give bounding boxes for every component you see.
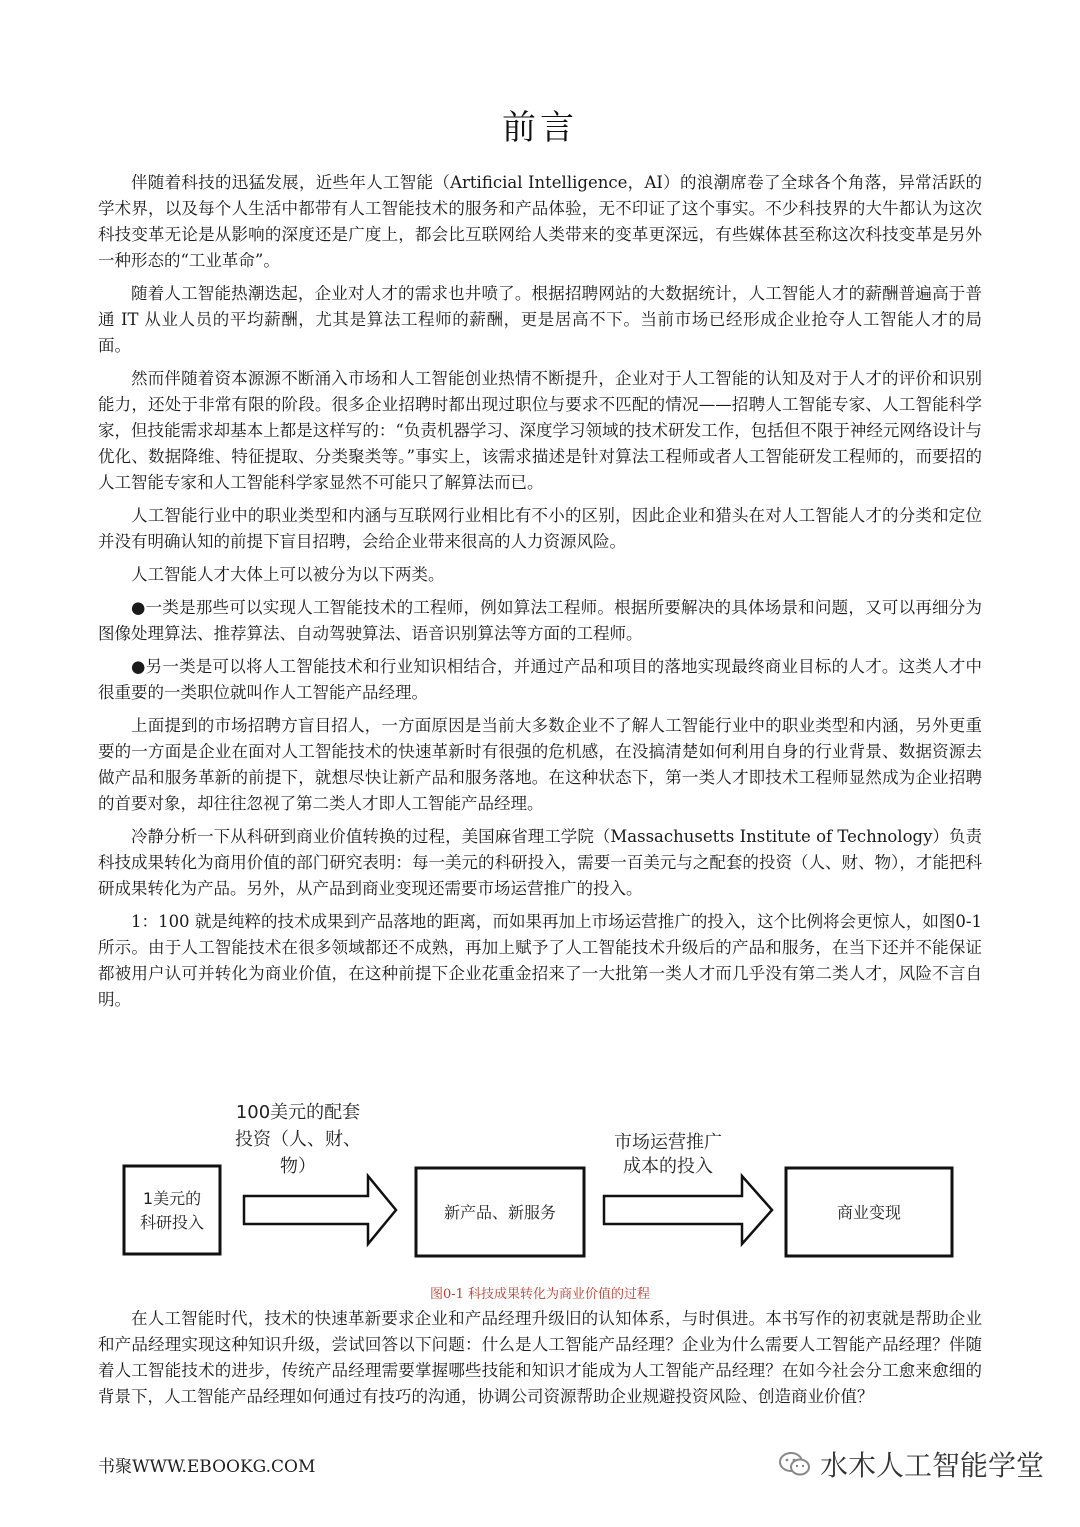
arrow-right-icon bbox=[244, 1176, 396, 1244]
paragraph: 随着人工智能热潮迭起，企业对人才的需求也井喷了。根据招聘网站的大数据统计，人工智能人才的薪酬普遍高于普通 IT 从业人员的平均薪酬，尤其是算法工程师的薪酬，更是居高不下。当前市场已经形成企业抢夺人工智能人才的局面。 bbox=[98, 284, 982, 355]
source-footer: 书聚WWW.EBOOKG.COM bbox=[98, 1457, 316, 1477]
watermark bbox=[778, 1444, 1044, 1484]
paragraph: 在人工智能时代，技术的快速革新要求企业和产品经理升级旧的认知体系，与时俱进。本书写作的初衷就是帮助企业和产品经理实现这种知识升级，尝试回答以下问题：什么是人工智能产品经理？企业为什么需要人工智能产品经理？伴随着人工智能技术的进步，传统产品经理需要掌握哪些技能和知识才能成为人工智能产品经理？在如今社会分工愈来愈细的背景下，人工智能产品经理如何通过有技巧的沟通，协调公司资源帮助企业规避投资风险、创造商业价值？ bbox=[98, 1309, 982, 1406]
body-text bbox=[98, 170, 982, 1020]
paragraph: 然而伴随着资本源源不断涌入市场和人工智能创业热情不断提升，企业对于人工智能的认知及对于人才的评价和识别能力，还处于非常有限的阶段。很多企业招聘时都出现过职位与要求不匹配的情况——招聘人工智能专家、人工智能科学家，但技能需求却基本上都是这样写的：“负责机器学习、深度学习领域的技术研发工作，包括但不限于神经元网络设计与优化、数据降维、特征提取、分类聚类等。”事实上，该需求描述是针对算法工程师或者人工智能研发工程师的，而要招的人工智能专家和人工智能科学家显然不可能只了解算法而已。 bbox=[98, 369, 982, 492]
box2-label: 新产品、新服务 bbox=[443, 1203, 557, 1222]
bullet-paragraph: ●一类是那些可以实现人工智能技术的工程师，例如算法工程师。根据所要解决的具体场景和问题，又可以再细分为图像处理算法、推荐算法、自动驾驶算法、语音识别算法等方面的工程师。 bbox=[98, 598, 982, 643]
paragraph: 伴随着科技的迅猛发展，近些年人工智能（Artificial Intelligence，AI）的浪潮席卷了全球各个角落，异常活跃的学术界，以及每个人生活中都带有人工智能技术的服务和产品体验，无不印证了这个事实。不少科技界的大牛都认为这次科技变革无论是从影响的深度还是广度上，都会比互联网给人类带来的变革更深远，有些媒体甚至称这次科技变革是另外一种形态的“工业革命”。 bbox=[98, 173, 982, 270]
arrow1-line3: 物） bbox=[280, 1156, 316, 1177]
arrow2-line1: 市场运营推广 bbox=[614, 1132, 722, 1153]
arrow2-line2: 成本的投入 bbox=[623, 1156, 713, 1177]
box3-label: 商业变现 bbox=[836, 1203, 902, 1222]
page-title: 前言 bbox=[502, 108, 578, 148]
paragraph: 上面提到的市场招聘方盲目招人，一方面原因是当前大多数企业不了解人工智能行业中的职业类型和内涵，另外更重要的一方面是企业在面对人工智能技术的快速革新时有很强的危机感，在没搞清楚如何利用自身的行业背景、数据资源去做产品和服务革新的前提下，就想尽快让新产品和服务落地。在这种状态下，第一类人才即技术工程师显然成为企业招聘的首要对象，却往往忽视了第二类人才即人工智能产品经理。 bbox=[98, 716, 982, 813]
bullet-paragraph: ●另一类是可以将人工智能技术和行业知识相结合，并通过产品和项目的落地实现最终商业目标的人才。这类人才中很重要的一类职位就叫作人工智能产品经理。 bbox=[98, 657, 982, 702]
process-diagram bbox=[118, 1098, 998, 1268]
paragraph: 1：100 就是纯粹的技术成果到产品落地的距离，而如果再加上市场运营推广的投入，这个比例将会更惊人，如图0-1所示。由于人工智能技术在很多领域都还不成熟，再加上赋予了人工智能技术升级后的产品和服务，在当下还并不能保证都被用户认可并转化为商业价值，在这种前提下企业花重金招来了一大批第一类人才而几乎没有第二类人才，风险不言自明。 bbox=[98, 912, 982, 1009]
paragraph: 人工智能行业中的职业类型和内涵与互联网行业相比有不小的区别，因此企业和猎头在对人工智能人才的分类和定位并没有明确认知的前提下盲目招聘，会给企业带来很高的人力资源风险。 bbox=[98, 506, 982, 551]
box1-line1: 1美元的 bbox=[142, 1189, 202, 1208]
watermark-text: 水木人工智能学堂 bbox=[819, 1449, 1044, 1482]
arrow1-line2: 投资（人、财、 bbox=[235, 1129, 361, 1150]
figure-caption: 图0-1 科技成果转化为商业价值的过程 bbox=[429, 1287, 651, 1302]
box-research-input bbox=[124, 1166, 220, 1254]
box1-line2: 科研投入 bbox=[139, 1213, 205, 1232]
wechat-icon bbox=[778, 1450, 812, 1478]
arrow-right-icon bbox=[604, 1176, 772, 1244]
paragraph: 冷静分析一下从科研到商业价值转换的过程，美国麻省理工学院（Massachusetts Institute of Technology）负责科技成果转化为商用价值的部门研究表明：每一美元的科研投入，需要一百美元与之配套的投资（人、财、物），才能把科研成果转化为产品。另外，从产品到商业变现还需要市场运营推广的投入。 bbox=[98, 827, 982, 898]
arrow1-line1: 100美元的配套 bbox=[235, 1102, 361, 1123]
closing-text bbox=[98, 1306, 982, 1410]
paragraph: 人工智能人才大体上可以被分为以下两类。 bbox=[131, 565, 445, 584]
